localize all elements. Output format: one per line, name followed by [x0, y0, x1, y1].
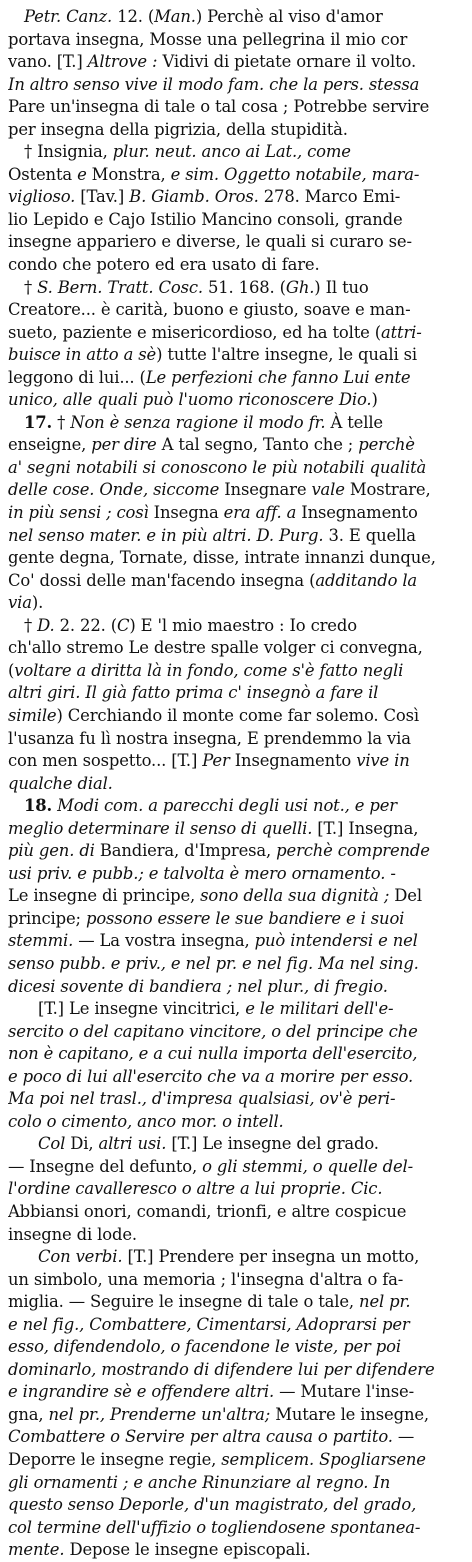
- text-segment: Ostenta: [8, 164, 78, 184]
- text-line: [8, 254, 466, 277]
- text-segment: o gli stemmi, o quelle del-: [202, 1156, 414, 1176]
- text-segment: possono essere le sue bandiere e i suoi: [85, 908, 405, 928]
- text-segment: perchè comprende: [276, 841, 430, 861]
- text-segment: gente degna, Tornate, disse, intrate innanzi dunque,: [8, 548, 436, 568]
- text-segment: Con verbi.: [38, 1247, 123, 1267]
- text-line: [8, 908, 466, 931]
- text-segment: † Insignia,: [24, 142, 113, 162]
- text-segment: ) Il tuo: [314, 277, 369, 297]
- text-segment: — Mutare l'inse-: [274, 1382, 414, 1402]
- text-segment: più gen. di: [8, 841, 95, 861]
- text-line: [8, 795, 466, 818]
- text-segment: 51. 168. (: [202, 277, 286, 297]
- text-line: [8, 953, 466, 976]
- text-segment: e nel fig., Combattere, Cimentarsi, Adoprarsi per: [8, 1314, 410, 1334]
- text-segment: †: [52, 412, 71, 432]
- text-segment: ) Perchè al viso d'amor: [195, 7, 383, 26]
- text-segment: Del: [389, 886, 422, 906]
- text-segment: Altrove :: [87, 52, 158, 72]
- text-line: [8, 705, 466, 728]
- text-line: [8, 1066, 466, 1089]
- text-segment: leggono di lui... (: [8, 367, 146, 387]
- text-segment: Insegnare: [219, 480, 312, 500]
- text-segment: nel pr.: [359, 1292, 411, 1312]
- text-line: [8, 1336, 466, 1359]
- text-segment: vale: [311, 480, 345, 500]
- text-segment: e poco di lui all'esercito che va a morire per esso.: [8, 1066, 414, 1086]
- text-segment: portava insegna, Mosse una pellegrina il mio cor: [8, 29, 408, 49]
- text-line: [8, 412, 466, 435]
- text-segment: buisce in atto a sè: [8, 345, 157, 365]
- text-line: [8, 1178, 466, 1201]
- text-segment: dicesi sovente di bandiera ; nel plur., di fregio.: [8, 976, 388, 996]
- text-segment: questo senso Deporle, d'un magistrato, del grado,: [8, 1495, 417, 1515]
- text-segment: era aff. a: [223, 503, 297, 523]
- text-line: [8, 277, 466, 300]
- text-line: [8, 818, 466, 841]
- text-segment: 17.: [24, 412, 53, 432]
- text-line: [8, 1426, 466, 1449]
- text-segment: altri giri. Il già fatto prima c' insegnò a fare il: [8, 683, 379, 703]
- text-segment: Depose le insegne episcopali.: [64, 1540, 311, 1560]
- text-line: [8, 1494, 466, 1517]
- text-line: [8, 682, 466, 705]
- text-segment: ): [371, 390, 378, 410]
- text-segment: Modi com. a parecchi degli usi not., e per: [57, 796, 397, 816]
- text-line: [8, 840, 466, 863]
- text-segment: Pare un'insegna di tale o tal cosa ; Potrebbe servire: [8, 97, 430, 117]
- text-segment: gna,: [8, 1404, 49, 1424]
- text-segment: ).: [31, 593, 44, 613]
- text-segment: senso pubb. e priv., e nel pr. e nel fig. Ma nel sing.: [8, 953, 419, 973]
- text-segment: A tal segno, Tanto che ;: [156, 435, 359, 455]
- text-line: [8, 1314, 466, 1337]
- text-line: [8, 750, 466, 773]
- text-segment: viglioso.: [8, 187, 76, 207]
- text-segment: [T.] Insegna,: [312, 818, 419, 838]
- text-segment: Insegna: [148, 503, 224, 523]
- text-segment: qualche dial.: [8, 773, 113, 793]
- text-segment: può intendersi e nel: [254, 931, 418, 951]
- text-line: [8, 525, 466, 548]
- text-segment: insegne appariero e diverse, le quali si curaro se-: [8, 232, 412, 252]
- text-line: [8, 479, 466, 502]
- text-segment: -: [385, 863, 396, 883]
- text-segment: [T.] Le insegne vincitrici,: [38, 999, 246, 1019]
- text-segment: colo o cimento, anco mor. o intell.: [8, 1111, 284, 1131]
- text-segment: dominarlo, mostrando di difendere lui per difendere: [8, 1359, 435, 1379]
- text-segment: Insegnamento: [296, 503, 418, 523]
- text-segment: e ingrandire sè e offendere altri.: [8, 1382, 275, 1402]
- text-segment: 18.: [24, 796, 53, 816]
- text-line: [8, 74, 466, 97]
- text-segment: [Tav.]: [75, 187, 130, 207]
- text-line: [8, 615, 466, 638]
- text-line: [8, 457, 466, 480]
- text-segment: esso, difendendolo, o facendone le viste, per poi: [8, 1337, 401, 1357]
- text-segment: delle cose. Onde, siccome: [8, 480, 220, 500]
- text-segment: semplicem. Spogliarsene: [221, 1450, 426, 1469]
- text-line: [8, 1043, 466, 1066]
- text-segment: Ma poi nel trasl., d'impresa qualsiasi, ov'è peri-: [8, 1089, 396, 1109]
- text-segment: l'ordine cavalleresco o altre a lui proprie. Cic.: [8, 1179, 383, 1199]
- text-segment: vive in: [356, 751, 410, 771]
- text-segment: Monstra,: [86, 164, 171, 184]
- text-segment: e: [77, 164, 87, 184]
- text-line: [8, 1359, 466, 1382]
- text-line: [8, 547, 466, 570]
- text-segment: l'usanza fu lì nostra insegna, E prendemmo la via: [8, 728, 411, 748]
- text-line: [8, 1201, 466, 1224]
- text-segment: principe;: [8, 908, 86, 928]
- text-segment: condo che potero ed era usato di fare.: [8, 255, 320, 275]
- text-segment: ) Cerchiando il monte come far solemo. Così: [56, 705, 419, 725]
- text-line: [8, 434, 466, 457]
- text-segment: non è capitano, e a cui nulla importa dell'esercito,: [8, 1044, 418, 1064]
- text-line: [8, 299, 466, 322]
- text-line: [8, 637, 466, 660]
- text-line: [8, 209, 466, 232]
- text-segment: altri usi.: [98, 1134, 167, 1154]
- text-segment: À telle: [325, 412, 383, 432]
- text-segment: †: [24, 615, 38, 635]
- text-segment: (: [8, 660, 15, 680]
- text-line: [8, 1472, 466, 1495]
- text-line: [8, 976, 466, 999]
- text-line: [8, 728, 466, 751]
- text-segment: per dire: [91, 435, 157, 455]
- text-segment: 2. 22. (: [54, 615, 117, 635]
- text-segment: sercito o del capitano vincitore, o del principe che: [8, 1021, 418, 1041]
- text-segment: lio Lepido e Cajo Istilio Mancino consoli, grande: [8, 209, 403, 229]
- text-segment: meglio determinare il senso di quelli.: [8, 818, 313, 838]
- text-line: [8, 164, 466, 187]
- text-segment: B. Giamb. Oros.: [129, 187, 259, 207]
- text-segment: Mostrare,: [344, 480, 431, 500]
- text-line: [8, 502, 466, 525]
- text-segment: mente.: [8, 1540, 65, 1560]
- text-line: [8, 1224, 466, 1247]
- text-segment: con men sospetto... [T.]: [8, 751, 203, 771]
- text-segment: nel pr., Prenderne un'altra;: [48, 1404, 271, 1424]
- text-line: [8, 998, 466, 1021]
- text-segment: Le perfezioni che fanno Lui ente: [145, 367, 411, 387]
- text-line: [8, 1021, 466, 1044]
- text-line: [8, 570, 466, 593]
- text-segment: Gh.: [285, 277, 315, 297]
- text-segment: Mutare le insegne,: [270, 1404, 429, 1424]
- text-segment: — La vostra insegna,: [73, 931, 255, 951]
- text-line: [8, 186, 466, 209]
- text-line: [8, 660, 466, 683]
- text-segment: un simbolo, una memoria ; l'insegna d'altra o fa-: [8, 1269, 404, 1289]
- text-line: [8, 389, 466, 412]
- text-segment: vano. [T.]: [8, 52, 88, 72]
- text-segment: [T.] Prendere per insegna un motto,: [122, 1247, 420, 1267]
- text-line: [8, 1539, 466, 1562]
- text-segment: Per: [202, 751, 230, 771]
- text-segment: gli ornamenti ; e anche Rinunziare al regno. In: [8, 1472, 391, 1492]
- text-segment: miglia. — Seguire le insegne di tale o tale,: [8, 1292, 360, 1312]
- text-line: [8, 885, 466, 908]
- text-line: [8, 231, 466, 254]
- text-line: [8, 863, 466, 886]
- text-segment: Vidivi di pietate ornare il volto.: [157, 52, 417, 72]
- text-segment: †: [24, 277, 38, 297]
- text-segment: Insegnamento: [229, 751, 357, 771]
- text-segment: in più sensi ; così: [8, 503, 149, 523]
- text-line: [8, 1111, 466, 1134]
- text-segment: voltare a diritta là in fondo, come s'è fatto negli: [14, 660, 404, 680]
- text-segment: simile: [8, 705, 57, 725]
- text-segment: enseigne,: [8, 435, 92, 455]
- text-segment: a' segni notabili si conoscono le più notabili qualità: [8, 457, 427, 477]
- text-line: [8, 322, 466, 345]
- text-segment: S. Bern. Tratt. Cosc.: [37, 277, 203, 297]
- text-segment: [T.] Le insegne del grado.: [166, 1134, 379, 1154]
- text-segment: Bandiera, d'Impresa,: [94, 841, 277, 861]
- text-line: [8, 1133, 466, 1156]
- text-line: [8, 1156, 466, 1179]
- text-segment: sono della sua dignità ;: [200, 886, 390, 906]
- text-segment: Deporre le insegne regie,: [8, 1450, 222, 1469]
- text-segment: ) E 'l mio maestro : Io credo: [129, 615, 357, 635]
- text-line: [8, 119, 466, 142]
- text-line: [8, 96, 466, 119]
- text-segment: col termine dell'uffizio o togliendosene spontanea-: [8, 1517, 421, 1537]
- text-segment: attri-: [380, 322, 422, 342]
- text-segment: additando la: [315, 570, 418, 590]
- text-segment: unico, alle quali può l'uomo riconoscere Dio.: [8, 390, 372, 410]
- text-segment: Petr. Canz.: [24, 7, 113, 26]
- text-segment: insegne di lode.: [8, 1224, 137, 1244]
- text-line: [8, 1291, 466, 1314]
- text-segment: stemmi.: [8, 931, 74, 951]
- text-segment: 278. Marco Emi-: [258, 187, 401, 207]
- text-segment: — Insegne del defunto,: [8, 1156, 203, 1176]
- text-line: [8, 773, 466, 796]
- text-line: [8, 1517, 466, 1540]
- text-line: [8, 1381, 466, 1404]
- text-segment: Combattere o Servire per altra causa o partito.: [8, 1427, 393, 1447]
- text-segment: sueto, paziente e misericordioso, ed ha tolte (: [8, 322, 381, 342]
- text-segment: Non è senza ragione il modo fr.: [70, 412, 326, 432]
- text-segment: In altro senso vive il modo fam. che la pers. stessa: [8, 74, 420, 94]
- text-line: [8, 344, 466, 367]
- text-segment: Co' dossi delle man'facendo insegna (: [8, 570, 316, 590]
- text-line: [8, 51, 466, 74]
- text-line: [8, 29, 466, 52]
- text-segment: C: [116, 615, 130, 635]
- text-segment: Abbiansi onori, comandi, trionfi, e altre cospicue: [8, 1201, 407, 1221]
- text-line: [8, 1269, 466, 1292]
- text-segment: Creatore... è carità, buono e giusto, soave e man-: [8, 300, 411, 320]
- text-segment: ch'allo stremo Le destre spalle volger ci convegna,: [8, 638, 423, 658]
- text-line: [8, 367, 466, 390]
- text-segment: Di,: [65, 1134, 99, 1154]
- text-segment: 12. (: [112, 7, 155, 26]
- text-line: [8, 930, 466, 953]
- text-segment: per insegna della pigrizia, della stupidità.: [8, 119, 348, 139]
- text-segment: perchè: [358, 435, 415, 455]
- text-segment: plur. neut. anco ai Lat., come: [112, 142, 351, 162]
- text-line: [8, 6, 466, 29]
- text-line: [8, 141, 466, 164]
- text-segment: D.: [37, 615, 55, 635]
- text-segment: Le insegne di principe,: [8, 886, 201, 906]
- text-segment: ) tutte l'altre insegne, le quali si: [156, 345, 418, 365]
- text-segment: via: [8, 593, 32, 613]
- text-line: [8, 1449, 466, 1472]
- text-line: [8, 1246, 466, 1269]
- text-line: [8, 1088, 466, 1111]
- text-segment: nel senso mater. e in più altri. D. Purg.: [8, 525, 324, 545]
- text-segment: —: [392, 1427, 415, 1447]
- text-segment: usi priv. e pubb.; e talvolta è mero ornamento.: [8, 863, 386, 883]
- text-segment: Man.: [154, 7, 196, 26]
- text-line: [8, 592, 466, 615]
- text-segment: Col: [38, 1134, 66, 1154]
- text-segment: e le militari dell'e-: [245, 999, 394, 1019]
- text-line: [8, 1404, 466, 1427]
- text-segment: 3. E quella: [323, 525, 416, 545]
- text-segment: e sim. Oggetto notabile, mara-: [170, 164, 420, 184]
